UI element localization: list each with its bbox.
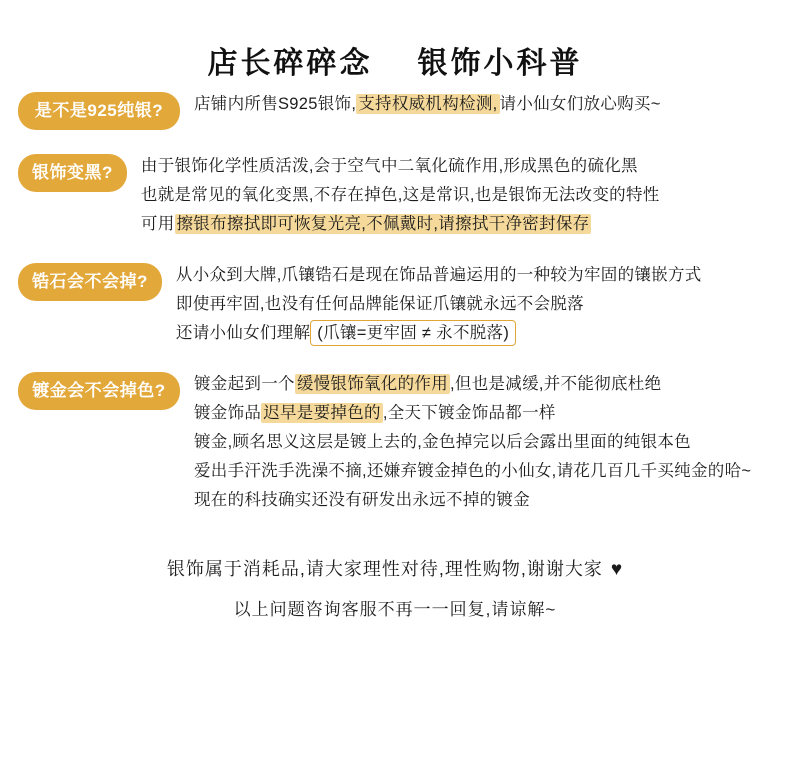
footer-line-1 (0, 549, 790, 590)
footer (0, 549, 790, 630)
faq-answer-line (176, 319, 766, 348)
footer-line-2: 以上问题咨询客服不再一一回复,请谅解~ (233, 600, 557, 619)
faq-answer-line (194, 486, 766, 515)
silver-jewelry-faq-page (0, 38, 790, 776)
page-title-part1: 店长碎碎念 (207, 46, 373, 81)
boxed-text: (爪镶=更牢固 ≠ 永不脱落) (310, 320, 516, 346)
answer-text: 还请小仙女们理解 (175, 324, 311, 342)
faq-answer-body (180, 370, 766, 515)
highlighted-text: 支持权威机构检测, (358, 95, 498, 113)
faq-question-tag: 是不是925纯银? (18, 92, 180, 130)
page-title-part2: 银饰小科普 (417, 46, 583, 81)
faq-section (0, 90, 790, 130)
faq-question-tag: 锆石会不会掉? (18, 263, 162, 301)
faq-answer-body (162, 261, 766, 348)
faq-answer-body (127, 152, 766, 239)
answer-text: 请小仙女们放心购买~ (499, 95, 661, 113)
faq-answer-line (141, 181, 766, 210)
faq-question-tag: 镀金会不会掉色? (18, 372, 180, 410)
highlighted-text: 缓慢银饰氧化的作用 (296, 375, 449, 393)
heart-icon: ♥ (610, 559, 624, 580)
faq-question-tag: 银饰变黑? (18, 154, 127, 192)
answer-text: 可用 (140, 215, 175, 233)
faq-answer-line (194, 370, 766, 399)
answer-text: 镀金饰品 (194, 404, 262, 422)
faq-answer-line (176, 261, 766, 290)
answer-text: 由于银饰化学性质活泼,会于空气中二氧化硫作用,形成黑色的硫化黑 (140, 157, 638, 175)
answer-text: 也就是常见的氧化变黑,不存在掉色,这是常识,也是银饰无法改变的特性 (140, 186, 660, 204)
faq-answer-line (194, 457, 766, 486)
answer-text: 从小众到大牌,爪镶锆石是现在饰品普遍运用的一种较为牢固的镶嵌方式 (175, 266, 702, 284)
faq-answer-line (194, 428, 766, 457)
page-title (0, 38, 790, 82)
faq-answer-line (194, 399, 766, 428)
faq-sections (0, 90, 790, 515)
highlighted-text: 擦银布擦拭即可恢复光亮,不佩戴时,请擦拭干净密封保存 (176, 215, 590, 233)
answer-text: ,全天下镀金饰品都一样 (382, 404, 556, 422)
faq-section (0, 261, 790, 348)
faq-answer-line (141, 152, 766, 181)
answer-text: ,但也是减缓,并不能彻底杜绝 (450, 375, 662, 393)
footer-text-1: 银饰属于消耗品,请大家理性对待,理性购物,谢谢大家 (166, 559, 603, 579)
faq-answer-line (194, 90, 766, 119)
faq-answer-line (176, 290, 766, 319)
highlighted-text: 迟早是要掉色的 (263, 404, 381, 422)
answer-text: 现在的科技确实还没有研发出永远不掉的镀金 (194, 491, 530, 509)
faq-answer-line (141, 210, 766, 239)
faq-section (0, 370, 790, 515)
answer-text: 即使再牢固,也没有任何品牌能保证爪镶就永远不会脱落 (175, 295, 584, 313)
answer-text: 镀金起到一个 (194, 375, 295, 393)
answer-text: 镀金,顾名思义这层是镀上去的,金色掉完以后会露出里面的纯银本色 (194, 433, 691, 451)
answer-text: 爱出手汗洗手洗澡不摘,还嫌弃镀金掉色的小仙女,请花几百几千买纯金的哈~ (194, 462, 752, 480)
faq-answer-body (180, 90, 766, 119)
answer-text: 店铺内所售S925银饰, (194, 95, 357, 113)
faq-section (0, 152, 790, 239)
